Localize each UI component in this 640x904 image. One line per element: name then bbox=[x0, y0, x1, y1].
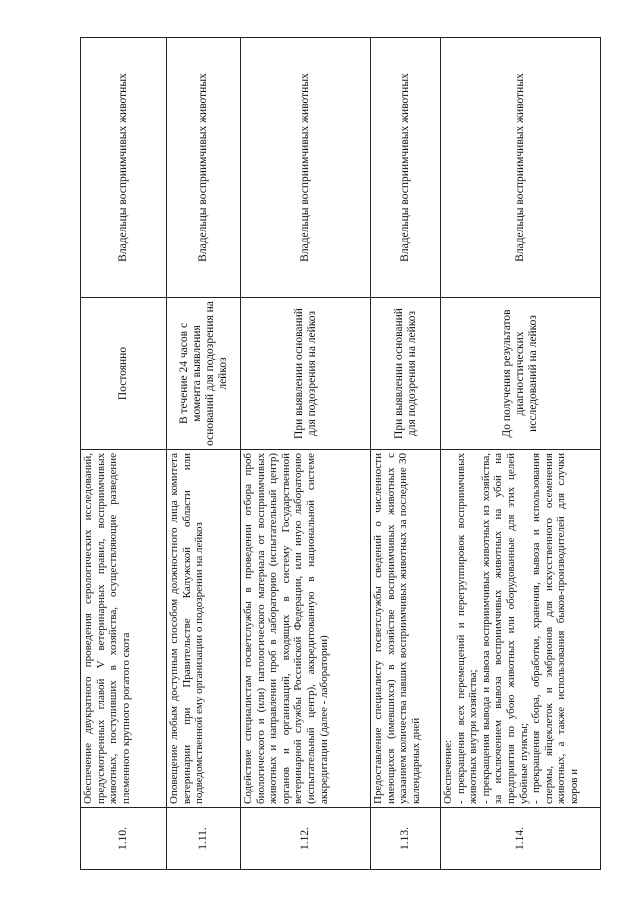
description-line: Обеспечение: bbox=[442, 739, 454, 804]
row-number: 1.11. bbox=[167, 808, 241, 870]
measures-table bbox=[80, 37, 601, 870]
table-row bbox=[81, 38, 167, 870]
row-number: 1.14. bbox=[441, 808, 601, 870]
row-number: 1.10. bbox=[81, 808, 167, 870]
measure-responsible: Владельцы восприимчивых животных bbox=[167, 38, 241, 298]
measure-description: Обеспечение двукратного проведения серологических исследований, предусмотренных главой V ветеринарных правил, восприимчивых животных, поступивших в хозяйства, осуществляющие разведение племенного крупного рогатого скота bbox=[81, 450, 167, 808]
table-row bbox=[441, 38, 601, 870]
measure-responsible: Владельцы восприимчивых животных bbox=[441, 38, 601, 298]
measure-description: Предоставление специалисту госветслужбы сведений о численности имеющихся (имевшихся) в хозяйстве восприимчивых животных с указанием количества павших восприимчивых животных за последние 30 календарных дней bbox=[371, 450, 441, 808]
row-number: 1.13. bbox=[371, 808, 441, 870]
table-row bbox=[241, 38, 371, 870]
description-line: - прекращения всех перемещений и перегруппировок восприимчивых животных внутри хозяйства; bbox=[454, 453, 480, 804]
rotated-content bbox=[80, 38, 600, 870]
measure-responsible: Владельцы восприимчивых животных bbox=[81, 38, 167, 298]
measure-term: Постоянно bbox=[81, 298, 167, 450]
measure-term: При выявлении оснований для подозрения на лейкоз bbox=[371, 298, 441, 450]
description-line: - прекращения вывода и вывоза восприимчивых животных из хозяйства, за исключением вывоза восприимчивых животных на убой на предприятия по убою животных или оборудованные для этих целей убойные пункты; bbox=[479, 453, 530, 804]
table-row bbox=[167, 38, 241, 870]
measure-responsible: Владельцы восприимчивых животных bbox=[241, 38, 371, 298]
measure-description: Оповещение любым доступным способом должностного лица комитета ветеринарии при Правительстве Калужской области или подведомственной ему организации о подозрении на лейкоз bbox=[167, 450, 241, 808]
measure-term: В течение 24 часов с момента выявления оснований для подозрения на лейкоз bbox=[167, 298, 241, 450]
row-number: 1.12. bbox=[241, 808, 371, 870]
description-line: - прекращения сбора, обработки, хранения, вывоза и использования спермы, яйцеклеток и эмбрионов для искусственного осеменения животных, а также использования быков-производителей для случки коров и bbox=[530, 453, 580, 804]
measure-description: Содействие специалистам госветслужбы в проведении отбора проб биологического и (или) патологического материала от восприимчивых животных и направлении проб в лабораторию (испытательный центр) органов и организаций, входящих в систему Государственной ветеринарной службы Российской Федерации, или иную лабораторию (испытательный центр), аккредитованную в национальной системе аккредитации (далее - лаборатории) bbox=[241, 450, 371, 808]
measure-term: При выявлении оснований для подозрения на лейкоз bbox=[241, 298, 371, 450]
measure-responsible: Владельцы восприимчивых животных bbox=[371, 38, 441, 298]
measure-term: До получения результатов диагностических исследований на лейкоз bbox=[441, 298, 601, 450]
measure-description bbox=[441, 450, 601, 808]
table-row bbox=[371, 38, 441, 870]
